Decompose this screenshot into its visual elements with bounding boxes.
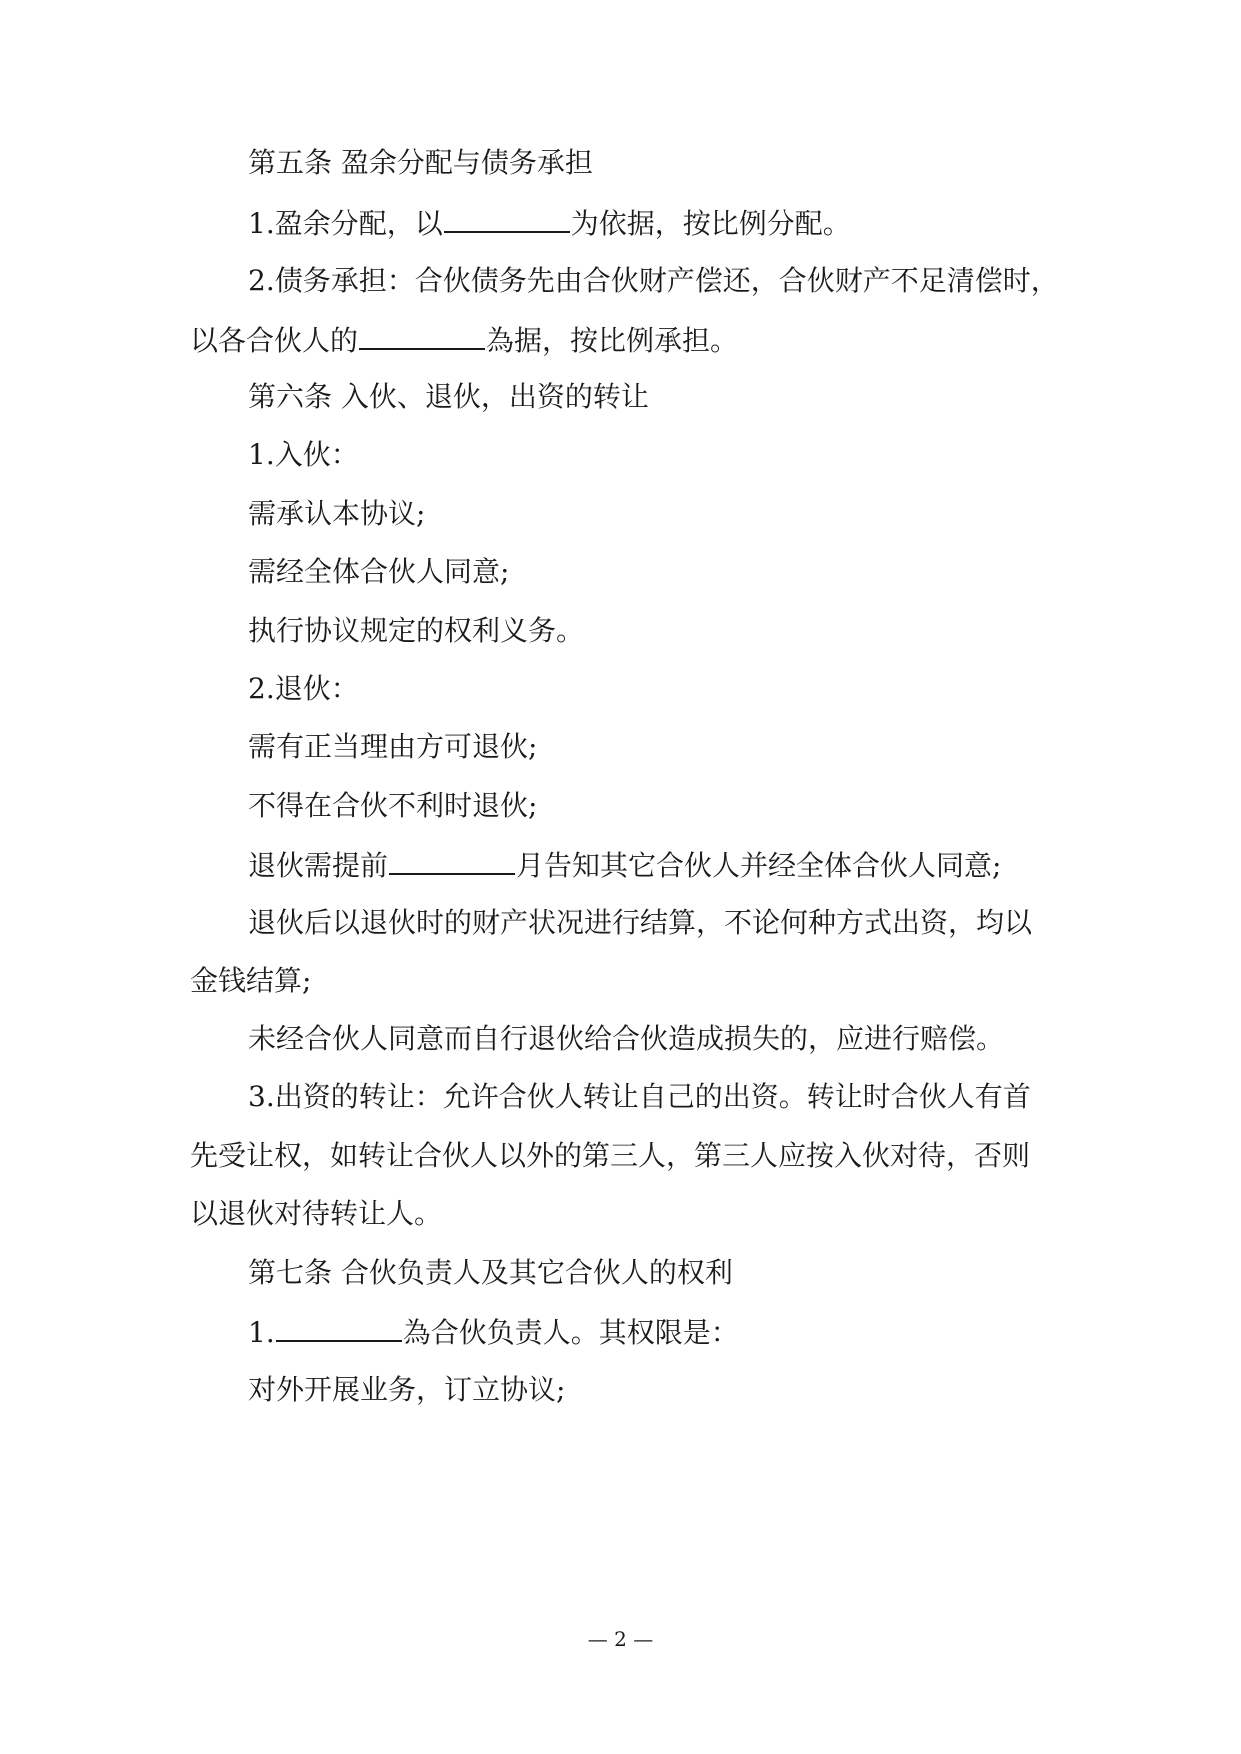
article-7-heading: 第七条 合伙负责人及其它合伙人的权利 [248,1256,733,1289]
withdrawal-condition-5: 未经合伙人同意而自行退伙给合伙造成损失的，应进行赔偿。 [248,1022,1005,1055]
joining-condition-3: 执行协议规定的权利义务。 [248,614,585,647]
article-6-heading: 第六条 入伙、退伙，出资的转让 [248,380,649,413]
item-withdrawal: 2.退伙： [248,672,359,705]
fill-in-blank[interactable] [359,322,485,350]
withdrawal-condition-3: 退伙需提前 月告知其它合伙人并经全体合伙人同意; [248,849,1002,882]
withdrawal-condition-2: 不得在合伙不利时退伙; [248,789,538,822]
paragraph-profit-distribution: 1.盈余分配，以 为依据，按比例分配。 [248,207,851,240]
item-transfer-cont-2: 以退伙对待转让人。 [190,1197,443,1230]
withdrawal-condition-4-cont: 金钱结算; [190,964,312,997]
item-transfer: 3.出资的转让：允许合伙人转让自己的出资。转让时合伙人有首 [248,1080,1031,1113]
item-joining: 1.入伙： [248,438,359,471]
fill-in-blank[interactable] [276,1314,402,1342]
paragraph-debt-bearing: 2.债务承担：合伙债务先由合伙财产偿还，合伙财产不足清偿时， [248,264,1059,297]
item-transfer-cont-1: 先受让权，如转让合伙人以外的第三人，第三人应按入伙对待，否则 [190,1139,1031,1172]
authority-item-1: 对外开展业务，订立协议; [248,1373,566,1406]
page-number: — 2 — [587,1627,654,1651]
joining-condition-2: 需经全体合伙人同意; [248,555,510,588]
paragraph-debt-bearing-cont: 以各合伙人的 為据，按比例承担。 [190,324,739,357]
withdrawal-condition-1: 需有正当理由方可退伙; [248,730,538,763]
joining-condition-1: 需承认本协议; [248,497,426,530]
fill-in-blank[interactable] [444,205,570,233]
item-responsible-partner: 1. 為合伙负责人。其权限是： [248,1316,739,1349]
fill-in-blank[interactable] [389,847,515,875]
withdrawal-condition-4: 退伙后以退伙时的财产状况进行结算，不论何种方式出资，均以 [248,906,1033,939]
article-5-heading: 第五条 盈余分配与债务承担 [248,146,593,179]
